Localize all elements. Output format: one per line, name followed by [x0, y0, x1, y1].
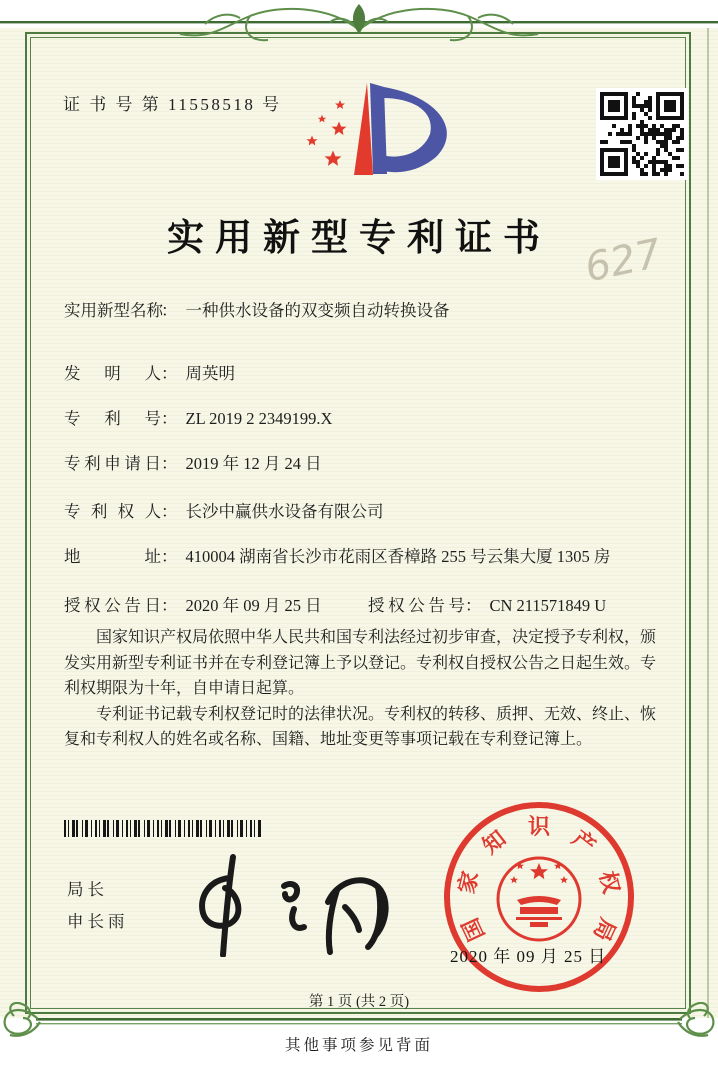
director-name: 申长雨	[67, 912, 129, 931]
field-colon: ：	[161, 502, 178, 521]
signature	[178, 852, 393, 957]
grant-date-label: 授权公告日	[64, 596, 161, 615]
field-utility-model-name	[64, 297, 450, 321]
back-note: 其他事项参见背面	[284, 1037, 433, 1054]
field-colon: ：	[161, 301, 178, 320]
field-label: 专利号	[64, 409, 161, 428]
svg-text:局: 局	[588, 914, 621, 945]
field-label: 专利权人	[64, 502, 161, 521]
svg-text:识: 识	[527, 814, 551, 839]
svg-text:家: 家	[453, 868, 484, 896]
page-number: 第 1 页 (共 2 页)	[308, 994, 410, 1010]
svg-text:产: 产	[567, 825, 601, 859]
official-seal	[440, 800, 638, 998]
field-colon: ：	[161, 364, 178, 383]
field-value: 长沙中赢供水设备有限公司	[185, 502, 384, 521]
svg-text:权: 权	[594, 868, 625, 896]
legal-paragraph-2: 专利证书记载专利权登记时的法律状况。专利权的转移、质押、无效、终止、恢复和专利权人的姓名或名称、国籍、地址变更等事项记载在专利登记簿上。	[64, 705, 657, 748]
field-value: 410004 湖南省长沙市花雨区香樟路 255 号云集大厦 1305 房	[185, 547, 611, 566]
field-label: 地址	[64, 547, 161, 566]
field-grant-number	[368, 592, 606, 616]
field-colon: ：	[161, 409, 178, 428]
director-title: 局长	[67, 880, 108, 899]
handwritten-pencil-mark: 627	[581, 230, 666, 292]
field-label: 专利申请日	[64, 454, 161, 473]
field-value: 周英明	[185, 364, 235, 383]
field-value: 一种供水设备的双变频自动转换设备	[185, 301, 450, 320]
legal-paragraph-1: 国家知识产权局依照中华人民共和国专利法经过初步审查，决定授予专利权，颁发实用新型专利证书并在专利登记簿上予以登记。专利权自授权公告之日起生效。专利权期限为十年，自申请日起算。	[64, 629, 657, 697]
field-label: 发明人	[64, 364, 161, 383]
certificate-title: 实用新型专利证书	[167, 218, 551, 259]
legal-text	[64, 625, 656, 753]
field-inventor	[64, 360, 235, 384]
field-colon: ：	[465, 596, 482, 615]
cnipa-logo	[288, 75, 458, 197]
grant-no-value: CN 211571849 U	[489, 596, 607, 615]
svg-text:国: 国	[457, 914, 490, 945]
certificate-number: 证 书 号 第 11558518 号	[63, 95, 282, 114]
logo-stars	[307, 100, 347, 166]
qr-code	[596, 88, 688, 180]
svg-text:知: 知	[477, 825, 511, 859]
national-emblem	[498, 858, 580, 940]
field-value: ZL 2019 2 2349199.X	[185, 409, 333, 428]
grant-no-label: 授权公告号	[368, 596, 465, 615]
field-colon: ：	[161, 596, 178, 615]
page-edge-line	[707, 28, 709, 1018]
field-value: 2019 年 12 月 24 日	[185, 454, 322, 473]
field-label: 实用新型名称	[64, 301, 163, 320]
field-patent-number	[64, 405, 332, 429]
field-grant-row	[64, 592, 607, 616]
field-filing-date	[64, 450, 322, 474]
field-colon: ：	[161, 547, 178, 566]
grant-date-value: 2020 年 09 月 25 日	[185, 596, 322, 615]
barcode	[64, 820, 262, 837]
field-patentee	[64, 498, 384, 522]
seal-date: 2020 年 09 月 25 日	[450, 947, 607, 966]
field-colon: ：	[161, 454, 178, 473]
top-ornament	[0, 0, 718, 48]
field-address	[64, 543, 610, 567]
